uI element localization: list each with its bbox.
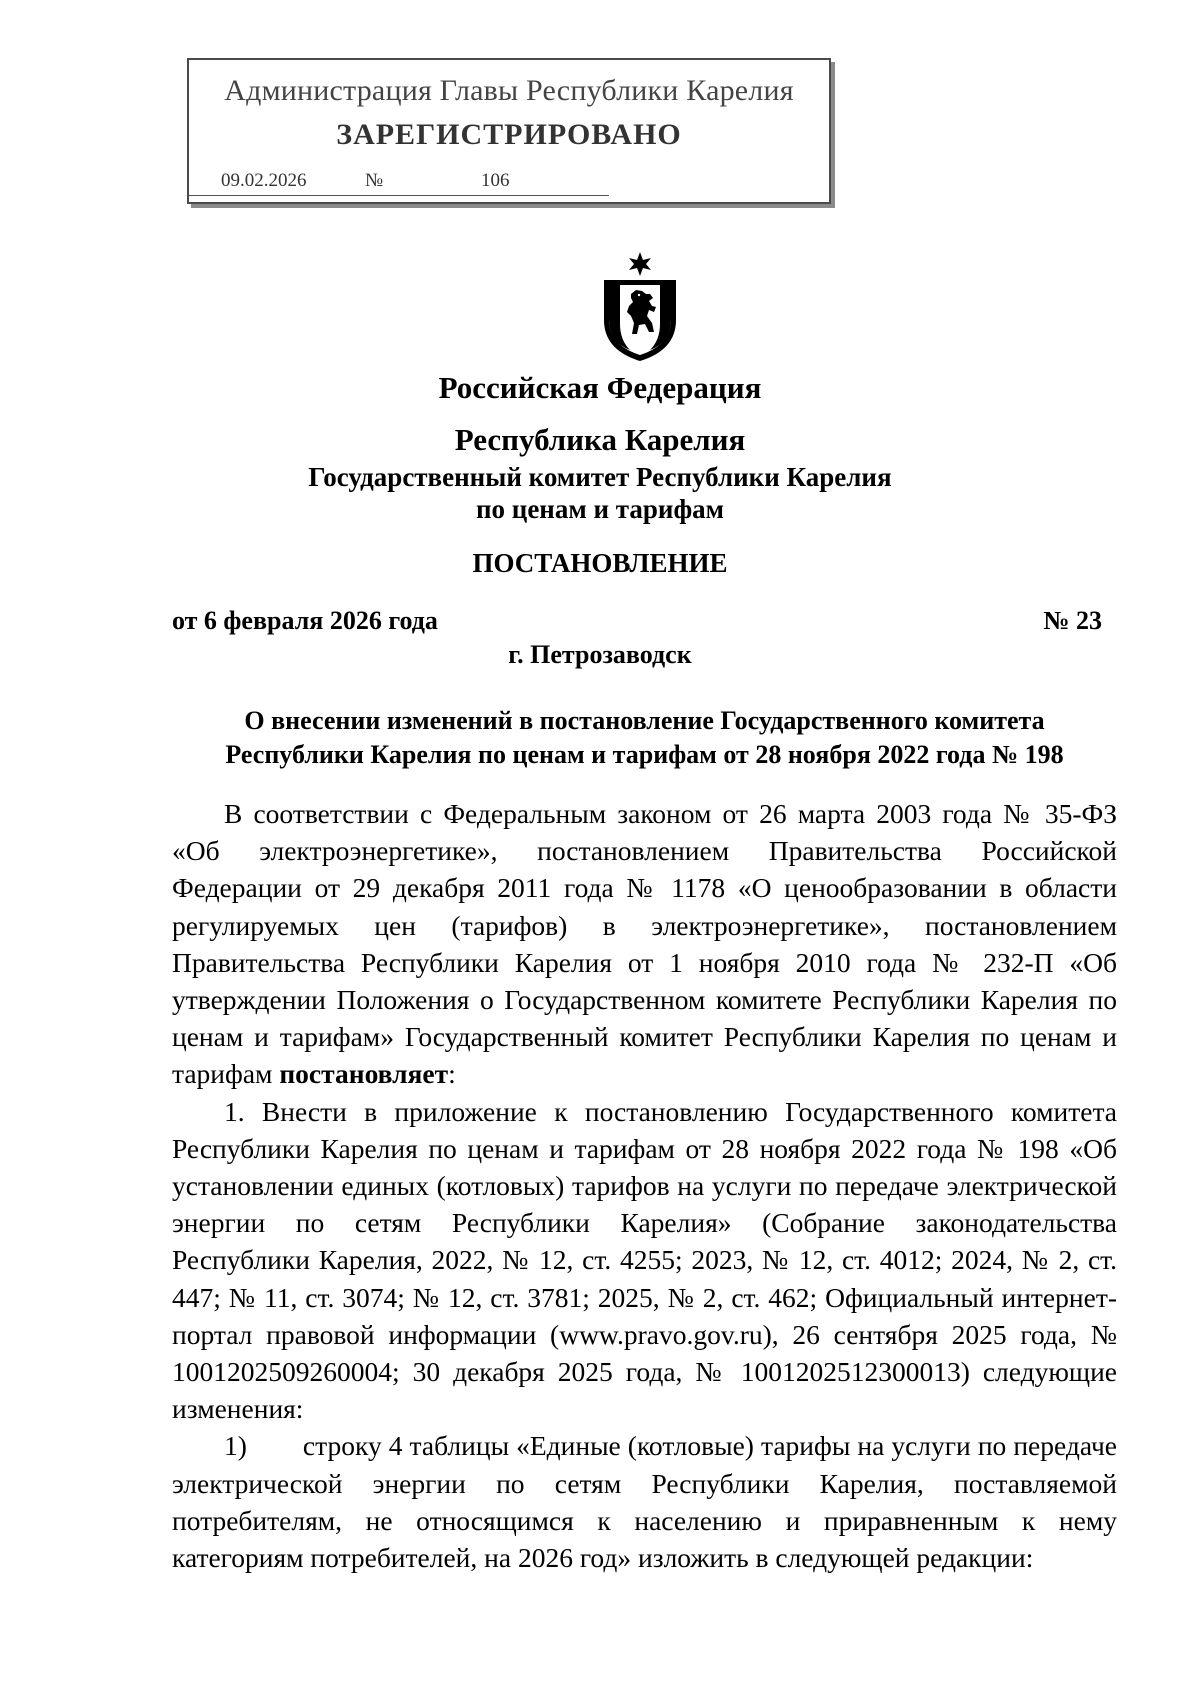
document-body	[172, 795, 1117, 1576]
item-1-1-paragraph	[172, 1427, 1117, 1576]
preamble-paragraph	[172, 795, 1117, 1093]
item-1-paragraph: 1. Внести в приложение к постановлению Государственного комитета Республики Карелия по ценам и тарифам от 28 ноября 2022 года № 198 «Об установлении единых (котловых) тарифов на услуги по передаче электрической энергии по сетям Республики Карелия» (Собрание законодательства Республики Карелия, 2022, № 12, ст. 4255; 2023, № 12, ст. 4012; 2024, № 2, ст. 447; № 11, ст. 3074; № 12, ст. 3781; 2025, № 2, ст. 462; Официальный интернет-портал правовой информации (www.pravo.gov.ru), 26 сентября 2025 года, № 1001202509260004; 30 декабря 2025 года, № 1001202512300013) следующие изменения:	[172, 1095, 1117, 1425]
header-republic: Республика Карелия	[454, 422, 746, 457]
preamble-end: :	[448, 1058, 456, 1090]
stamp-number: 106	[481, 170, 510, 191]
header-committee-line2: по ценам и тарифам	[475, 494, 725, 524]
preamble-verb: постановляет	[279, 1058, 449, 1090]
coat-of-arms-icon	[598, 250, 682, 364]
document-title-line1: О внесении изменений в постановление Государственного комитета	[244, 706, 1045, 735]
header-country: Российская Федерация	[438, 370, 762, 405]
stamp-underline	[189, 195, 609, 196]
document-number: № 23	[1043, 606, 1102, 635]
stamp-authority: Администрация Главы Республики Карелия	[224, 74, 794, 107]
document-title-line2: Республики Карелия по ценам и тарифам от 28 ноября 2022 года № 198	[225, 740, 1064, 769]
item-1-1-number: 1)	[224, 1430, 247, 1462]
document-city: г. Петрозаводск	[508, 640, 692, 669]
stamp-number-label: №	[365, 170, 384, 191]
document-type: ПОСТАНОВЛЕНИЕ	[472, 548, 728, 578]
stamp-status: ЗАРЕГИСТРИРОВАНО	[336, 118, 682, 151]
header-committee: Государственный комитет Республики Карелия	[308, 462, 892, 492]
registration-stamp	[187, 58, 831, 204]
document-date: от 6 февраля 2026 года	[172, 606, 438, 635]
item-1-1-text: строку 4 таблицы «Единые (котловые) тарифы на услуги по передаче электрической энергии по сетям Республики Карелия, поставляемой потребителям, не относящимся к населению и приравненным к нему категориям потребителей, на 2026 год» изложить в следующей редакции:	[172, 1430, 1117, 1574]
preamble-text: В соответствии с Федеральным законом от 26 марта 2003 года № 35-ФЗ «Об электроэнергетике», постановлением Правительства Российской Федерации от 29 декабря 2011 года № 1178 «О ценообразовании в области регулируемых цен (тарифов) в электроэнергетике», постановлением Правительства Республики Карелия от 1 ноября 2010 года № 232-П «Об утверждении Положения о Государственном комитете Республики Карелия по ценам и тарифам» Государственный комитет Республики Карелия по ценам и тарифам	[172, 798, 1117, 1090]
stamp-date: 09.02.2026	[221, 170, 307, 191]
